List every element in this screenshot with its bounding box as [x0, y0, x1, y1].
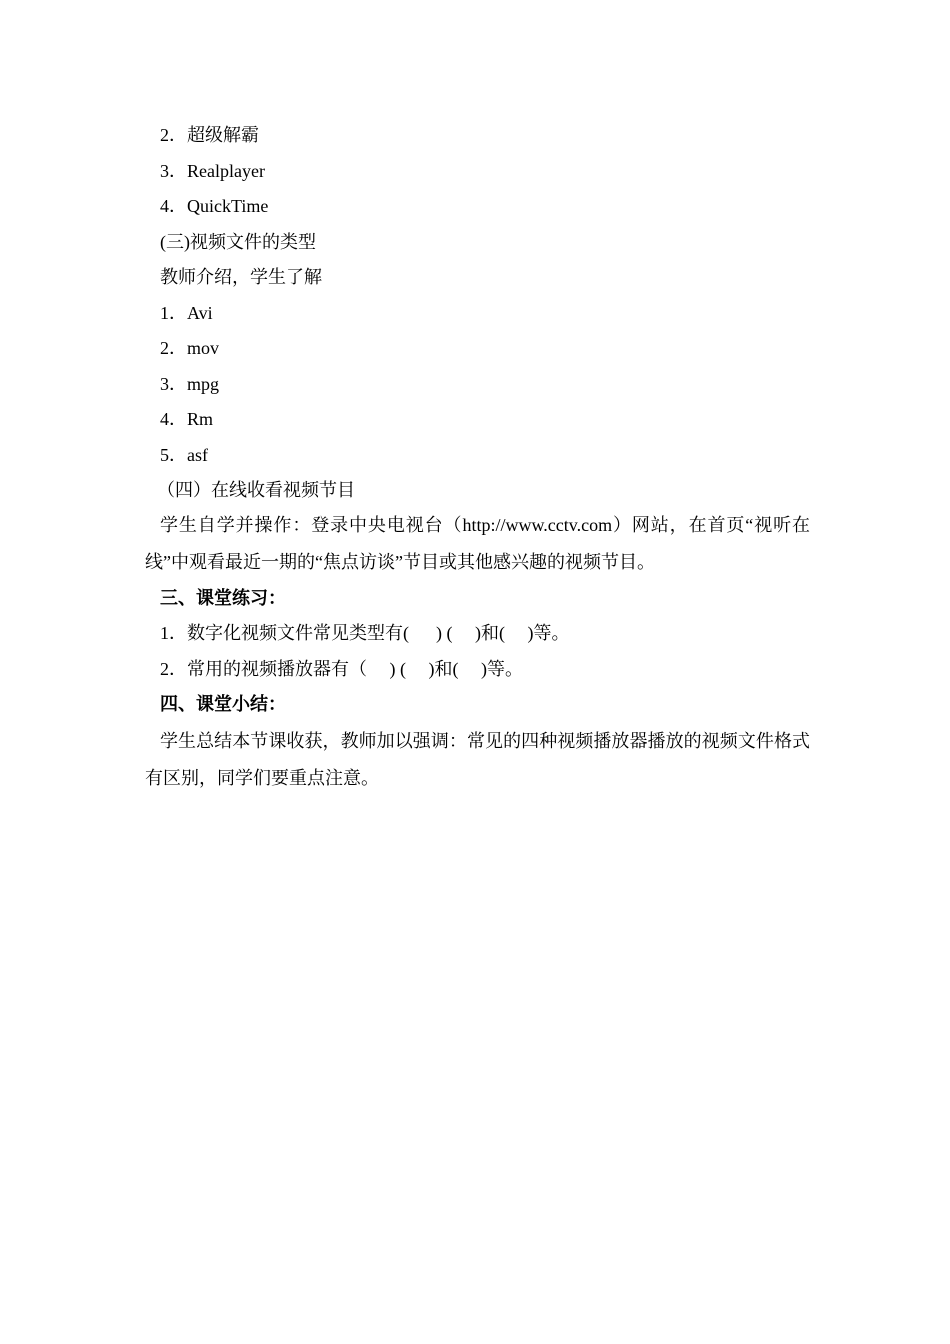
- practice-question-2: 2．常用的视频播放器有（ ) ( )和( )等。: [160, 658, 523, 679]
- player-item-3: 3．Realplayer: [160, 160, 265, 181]
- online-paragraph: 学生自学并操作：登录中央电视台（http://www.cctv.com）网站，在首页“视听在线”中观看最近一期的“焦点访谈”节目或其他感兴趣的视频节目。: [145, 514, 810, 572]
- file-types-intro: 教师介绍，学生了解: [160, 267, 322, 287]
- online-heading: （四）在线收看视频节目: [157, 480, 355, 500]
- summary-paragraph: 学生总结本节课收获，教师加以强调：常见的四种视频播放器播放的视频文件格式有区别，同学们要重点注意。: [145, 730, 810, 788]
- summary-heading: 四、课堂小结：: [160, 694, 286, 714]
- practice-heading: 三、课堂练习：: [160, 587, 286, 608]
- file-type-item-5: 5．asf: [160, 444, 208, 465]
- file-type-item-4: 4．Rm: [160, 409, 214, 429]
- file-types-heading: (三)视频文件的类型: [160, 231, 316, 252]
- player-item-2: 2．超级解霸: [160, 125, 259, 145]
- file-type-item-3: 3．mpg: [160, 373, 220, 394]
- document-body: [145, 118, 810, 797]
- file-type-item-2: 2．mov: [160, 338, 220, 358]
- file-type-item-1: 1．Avi: [160, 302, 213, 323]
- player-item-4: 4．QuickTime: [160, 196, 269, 216]
- practice-question-1: 1．数字化视频文件常见类型有( ) ( )和( )等。: [160, 623, 570, 643]
